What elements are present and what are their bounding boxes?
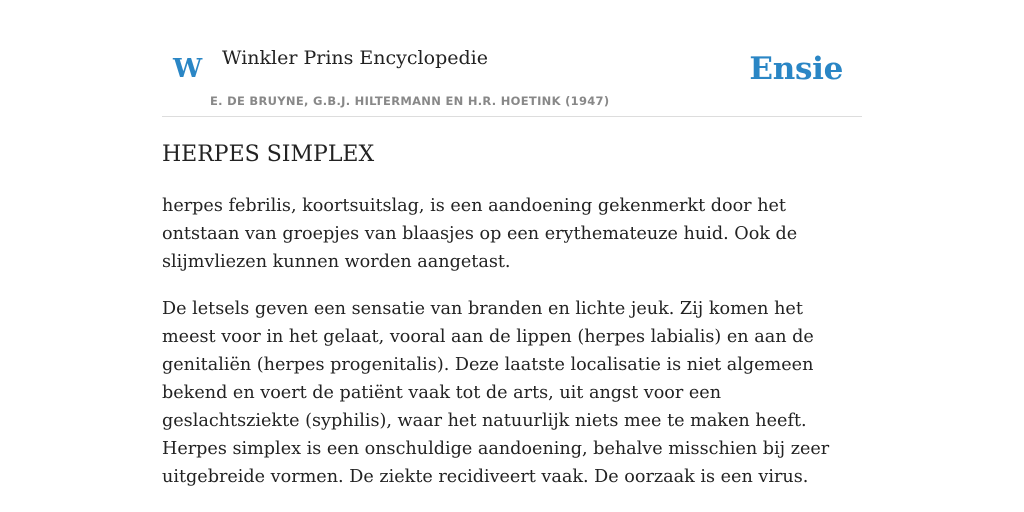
source-header (162, 0, 862, 117)
source-logo-icon: W (173, 54, 203, 84)
article-paragraph: herpes febrilis, koortsuitslag, is een aandoening gekenmerkt door het ontstaan van groepjes van blaasjes op een erythemateuze huid. Ook de slijmvliezen kunnen worden aangetast. (162, 196, 798, 272)
source-authors: E. DE BRUYNE, G.B.J. HILTERMANN EN H.R. HOETINK (1947) (210, 94, 610, 108)
ensie-logo[interactable]: Ensie (749, 51, 843, 87)
page-container (162, 0, 862, 487)
article-title: HERPES SIMPLEX (162, 142, 375, 167)
article-paragraph: De letsels geven een sensatie van branden en lichte jeuk. Zij komen het meest voor in het gelaat, vooral aan de lippen (herpes labialis) en aan de genitaliën (herpes progenitalis). Deze laatste localisatie is niet algemeen bekend en voert de patiënt vaak tot de arts, uit angst voor een geslachtsziekte (syphilis), waar het natuurlijk niets mee te maken heeft. Herpes simplex is een onschuldige aandoening, behalve misschien bij zeer uitgebreide vormen. De ziekte recidiveert vaak. De oorzaak is een virus. (162, 299, 830, 487)
source-title-link[interactable]: Winkler Prins Encyclopedie (222, 47, 488, 69)
